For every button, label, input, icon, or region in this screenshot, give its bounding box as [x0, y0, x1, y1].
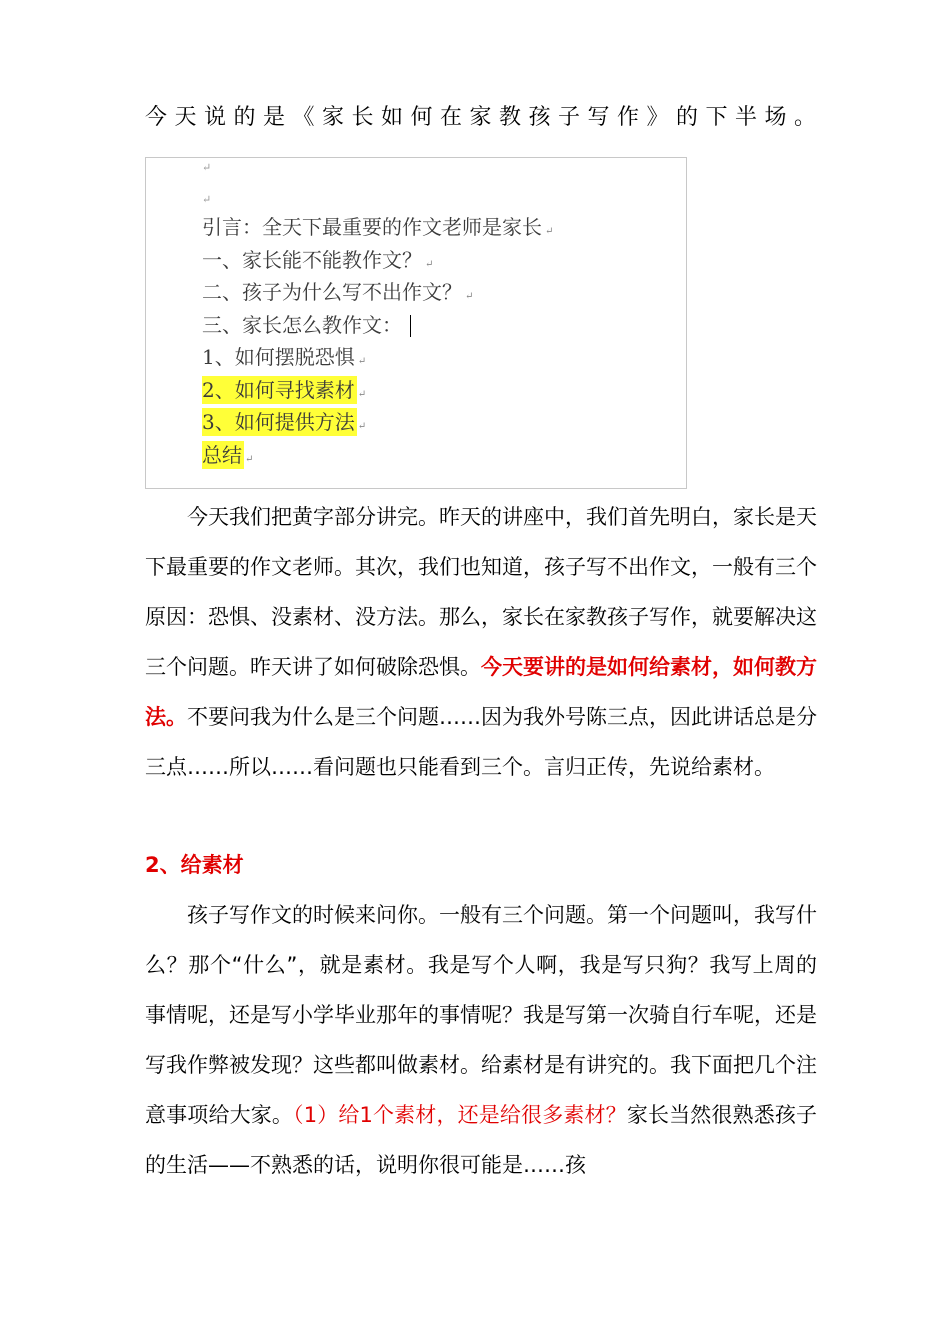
outline-subitem-3: [202, 406, 553, 439]
outline-item-text: 三、家长怎么教作文：: [202, 312, 402, 337]
outline-item-text: 总结: [202, 442, 242, 467]
outline-item-text: 二、孩子为什么写不出作文？: [202, 280, 462, 304]
outline-item-3: [202, 309, 553, 342]
outline-item-intro: [202, 211, 553, 244]
text-cursor: [410, 315, 411, 337]
paragraph-mark: ↵: [202, 193, 212, 206]
question-text: （1）给1个素材，还是给很多素材？: [293, 1103, 627, 1127]
outline-item-text: 一、家长能不能教作文？: [202, 247, 422, 272]
intro-line: 今天说的是《家长如何在家教孩子写作》的下半场。: [145, 105, 824, 130]
outline-item-text: 2、如何寻找素材: [202, 377, 355, 402]
paragraph-text: 今天我们把黄字部分讲完。昨天的讲座中，我们首先明白，家长是天下最重要的作文老师。其次，我们也知道，孩子写不出作文，一般有三个原因：恐惧、没素材、没方法。那么，家长在家教孩子写作，就要解决这三个问题。昨天讲了如何破除恐惧。: [145, 505, 817, 679]
outline-subitem-2: [202, 374, 553, 407]
paragraph-mark: ↵: [202, 161, 212, 174]
section-heading: 2、给素材: [145, 853, 244, 877]
outline-item-text: 1、如何摆脱恐惧: [202, 345, 355, 369]
paragraph-text: 家长当然很熟悉孩子的生活——不熟悉的话，说明你很可能是……孩: [145, 1103, 818, 1177]
outline-item-text: 3、如何提供方法: [202, 410, 355, 434]
paragraph-text: 不要问我为什么是三个问题……因为我外号陈三点，因此讲话总是分三点……所以……看问题也只能看到三个。言归正传，先说给素材。: [145, 705, 817, 779]
outline-subitem-1: [202, 341, 553, 374]
paragraph-text: 孩子写作文的时候来问你。一般有三个问题。第一个问题叫，我写什么？那个“什么”，就是素材。我是写个人啊，我是写只狗？我写上周的事情呢，还是写小学毕业那年的事情呢？我是写第一次骑自行车呢，还是写我作弊被发现？这些都叫做素材。给素材是有讲究的。我下面把几个注意事项给大家。: [145, 903, 817, 1127]
paragraph-mark: ↵: [425, 258, 434, 270]
paragraph-1: [145, 492, 817, 792]
paragraph-mark: ↵: [545, 226, 554, 237]
paragraph-mark: ↵: [465, 291, 474, 302]
outline-item-1: [202, 244, 553, 277]
paragraph-mark: ↵: [245, 453, 254, 465]
emphasis-text: 今天要讲的是如何给素材，如何教方法。: [145, 655, 817, 729]
outline-item-2: [202, 276, 553, 309]
paragraph-mark: ↵: [357, 421, 367, 432]
paragraph-2: [145, 890, 817, 1190]
paragraph-mark: ↵: [357, 388, 367, 400]
paragraph-mark: ↵: [357, 356, 367, 367]
outline-item-text: 引言：全天下最重要的作文老师是家长: [202, 215, 542, 239]
outline-item-summary: [202, 439, 553, 472]
outline-list: [202, 211, 553, 471]
outline-screenshot: [145, 157, 687, 489]
